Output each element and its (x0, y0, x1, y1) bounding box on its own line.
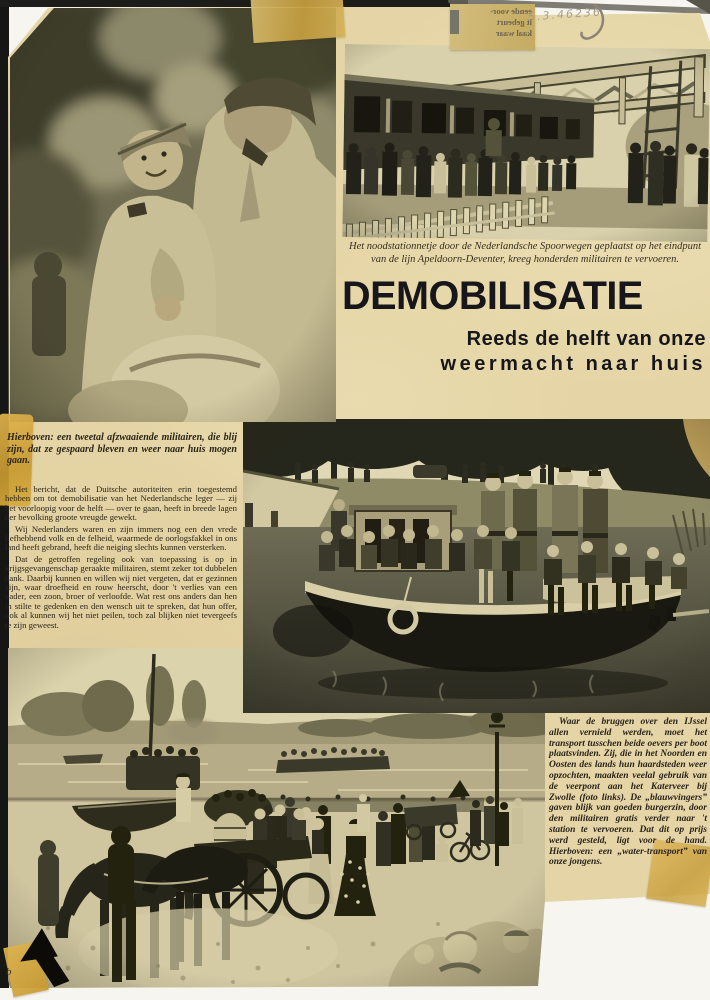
bleedthrough-line: eende voor- (490, 6, 532, 16)
subtitle-line-1: Reeds de helft van onze (466, 328, 706, 350)
body-paragraph-2: Wij Nederlanders waren en zijn immers nog een den vrede liefhebbend volk en de felheid, waarmede de oorlogsfakkel in ons land heeft gebrand, heeft die neiging slechts kunnen versterken. (5, 523, 237, 553)
body-paragraph-1: Het bericht, dat de Duitsche autoriteiten erin toegestemd hebben om tot demobilisatie van het Nederlandsche leger — zij het voorloopig voor de helft — over te gaan, heeft in breede lagen der bevolking groote vreugde gewekt. (5, 484, 237, 523)
left-photo-caption: Hierboven: een tweetal afzwaaiende militairen, die blij zijn, dat ze gespaard bleven en weer naar huis mogen gaan. (7, 432, 237, 466)
photo-soldier-boat (243, 419, 710, 713)
caption-line-1: Het noodstationnetje door de Nederlandsche Spoorwegen geplaatst op het eindpunt (349, 241, 701, 252)
article-body (5, 485, 237, 632)
tape-top-left-photo (251, 0, 346, 43)
pencil-letter-b: b (6, 966, 12, 978)
bleedthrough-line: kaal waar (495, 28, 532, 38)
pencil-archive-number: 5.3.46236 (527, 5, 603, 24)
scanner-edge-top (0, 0, 468, 7)
right-column-text: Waar de bruggen over den IJssel allen vernield werden, moet het transport tusschen beide oevers per boot plaatsvinden. Zij, die in het Noorden en Oosten des lands hun haardsteden weer opzochten, maakten veelal gebruik van de veerpont aan het Katerveer bij Zwolle (foto links). De „blauwvingers” gaven blijk van goeden burgerzin, door den militairen gratis verder naar 't station te vervoeren. Dat dit op prijs werd gesteld, ligt voor de hand. Hierboven: een „water-transport” van onze jongens. (549, 717, 707, 868)
caption-line-2: van de lijn Apeldoorn-Deventer, kreeg honderden militairen te vervoeren. (371, 254, 679, 265)
subtitle-line-2: weermacht naar huis (440, 353, 706, 375)
bleedthrough-line: lt gebeurt (496, 17, 532, 27)
photo-emergency-station (342, 44, 710, 242)
tape-fragment-edge (450, 10, 459, 34)
article-headline: DEMOBILISATIE (342, 274, 643, 318)
photo-soldiers-handshake (10, 8, 336, 422)
tape-bleedthrough (450, 4, 535, 50)
black-arrow-mark (20, 928, 72, 988)
pencil-curl-mark (560, 2, 610, 48)
body-paragraph-3: Dat de getroffen regeling ook van toepassing is op in krijgsgevangenschap geraakte militairen, stemt zeker tot dubbelen dank. Daarbij kunnen en willen wij niet vergeten, dat er gezinnen zijn, waar droefheid en rouw heerscht, door 't verlies van een vader, een zoon, broer of verloofde. Wat rest ons anders dan hen in stilte te gedenken en den wensch uit te spreken, dat hun offer, ook al kunnen wij het niet peilen, toch zal blijken niet tevergeefs te zijn geweest. (5, 553, 237, 630)
train-photo-caption (343, 240, 707, 266)
article-subtitle (358, 327, 706, 377)
bleedthrough-text (460, 6, 532, 39)
